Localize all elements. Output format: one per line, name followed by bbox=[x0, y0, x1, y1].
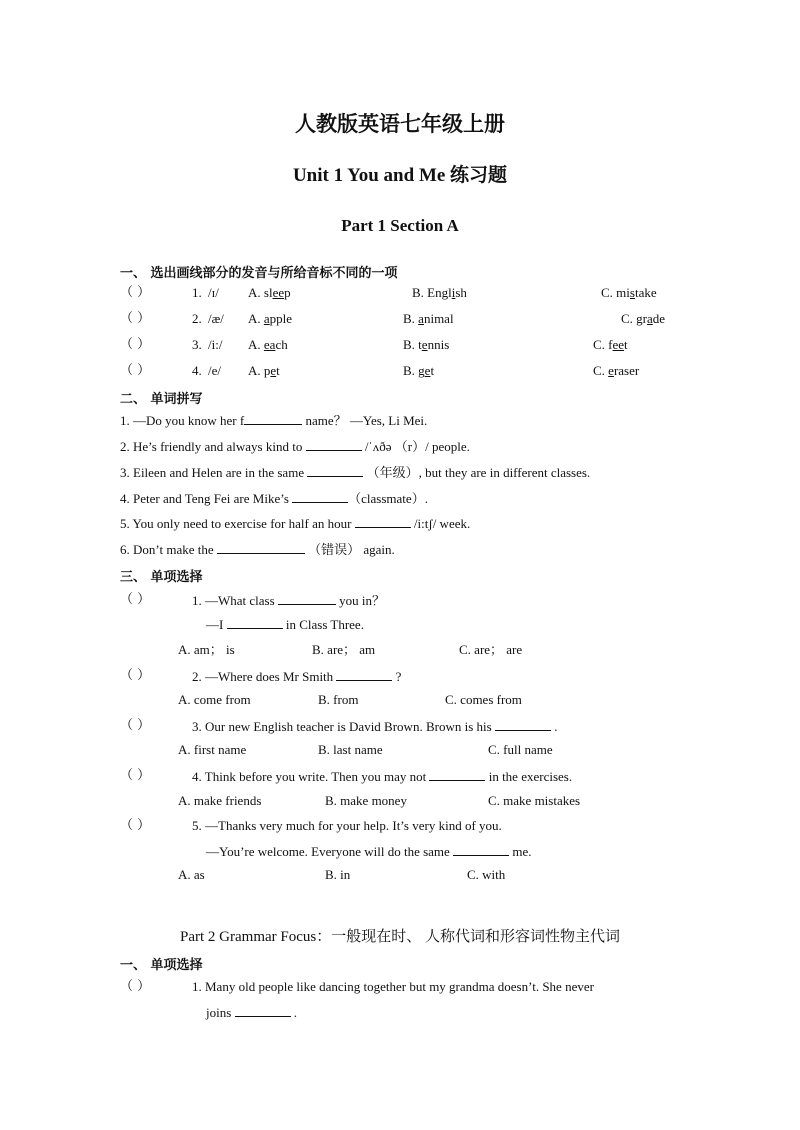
spelling-item: 4. Peter and Teng Fei are Mike’s （classmate）. bbox=[120, 491, 428, 506]
option-b: B. get bbox=[403, 363, 435, 378]
option-b: B. make money bbox=[325, 793, 407, 808]
option-a: A. as bbox=[178, 867, 205, 882]
option-b: B. tennis bbox=[403, 337, 450, 352]
answer-blank[interactable] bbox=[453, 843, 509, 856]
answer-blank[interactable] bbox=[336, 668, 392, 681]
answer-blank[interactable] bbox=[235, 1004, 291, 1017]
answer-paren[interactable]: （ ） bbox=[120, 285, 151, 300]
question-text: 1. Many old people like dancing together but my grandma doesn’t. She never bbox=[192, 979, 594, 994]
option-b: B. in bbox=[325, 867, 351, 882]
answer-paren[interactable]: （ ） bbox=[120, 718, 151, 733]
phonetic-symbol: /ɪ/ bbox=[208, 285, 219, 300]
option-c: C. mistake bbox=[601, 285, 657, 300]
spelling-item: 3. Eileen and Helen are in the same （年级）, but they are in different classes. bbox=[120, 465, 591, 480]
option-b: B. are； am bbox=[312, 642, 376, 657]
option-a: A. come from bbox=[178, 692, 251, 707]
answer-paren[interactable]: （ ） bbox=[120, 668, 151, 683]
option-b: B. last name bbox=[318, 742, 383, 757]
question-text: 4. Think before you write. Then you may not in the exercises. bbox=[192, 769, 573, 784]
option-a: A. first name bbox=[178, 742, 247, 757]
option-a: A. each bbox=[248, 337, 288, 352]
option-a: A. sleep bbox=[248, 285, 291, 300]
phonetic-symbol: /i:/ bbox=[208, 337, 223, 352]
option-b: B. from bbox=[318, 692, 359, 707]
part2-section1-heading: 一、 单项选择 bbox=[120, 958, 203, 973]
option-a: A. make friends bbox=[178, 793, 262, 808]
part2-heading: Part 2 Grammar Focus：一般现在时、 人称代词和形容词性物主代词 bbox=[180, 929, 620, 945]
option-a: A. apple bbox=[248, 311, 293, 326]
question-text: —You’re welcome. Everyone will do the same me. bbox=[206, 844, 532, 859]
answer-blank[interactable] bbox=[244, 412, 302, 425]
option-c: C. are； are bbox=[459, 642, 523, 657]
section2-heading: 二、 单词拼写 bbox=[120, 392, 203, 407]
spelling-item: 6. Don’t make the （错误） again. bbox=[120, 542, 395, 557]
section1-heading: 一、 选出画线部分的发音与所给音标不同的一项 bbox=[120, 266, 398, 281]
part1-heading: Part 1 Section A bbox=[341, 216, 459, 235]
question-text: 5. —Thanks very much for your help. It’s very kind of you. bbox=[192, 818, 502, 833]
option-c: C. grade bbox=[621, 311, 666, 326]
answer-paren[interactable]: （ ） bbox=[120, 311, 151, 326]
answer-blank[interactable] bbox=[355, 515, 411, 528]
answer-blank[interactable] bbox=[429, 768, 485, 781]
option-a: A. am； is bbox=[178, 642, 235, 657]
answer-blank[interactable] bbox=[495, 718, 551, 731]
question-number: 1. bbox=[192, 285, 202, 300]
answer-blank[interactable] bbox=[292, 490, 348, 503]
answer-blank[interactable] bbox=[217, 541, 305, 554]
question-number: 3. bbox=[192, 337, 202, 352]
answer-paren[interactable]: （ ） bbox=[120, 363, 151, 378]
option-c: C. feet bbox=[593, 337, 628, 352]
page-title: 人教版英语七年级上册 bbox=[295, 111, 505, 136]
spelling-item: 1. —Do you know her f name？ —Yes, Li Mei. bbox=[120, 413, 428, 428]
question-text: joins . bbox=[206, 1005, 298, 1020]
answer-paren[interactable]: （ ） bbox=[120, 592, 151, 607]
question-text: —I in Class Three. bbox=[206, 617, 364, 632]
spelling-item: 2. He’s friendly and always kind to /ˈʌðə （r）/ people. bbox=[120, 439, 470, 454]
answer-blank[interactable] bbox=[278, 592, 336, 605]
question-text: 1. —What class you in？ bbox=[192, 593, 386, 608]
answer-paren[interactable]: （ ） bbox=[120, 818, 151, 833]
answer-paren[interactable]: （ ） bbox=[120, 768, 151, 783]
answer-paren[interactable]: （ ） bbox=[120, 979, 151, 994]
question-number: 4. bbox=[192, 363, 202, 378]
option-c: C. with bbox=[467, 867, 506, 882]
option-c: C. eraser bbox=[593, 363, 640, 378]
answer-blank[interactable] bbox=[306, 438, 362, 451]
answer-blank[interactable] bbox=[227, 616, 283, 629]
option-b: B. English bbox=[412, 285, 467, 300]
option-c: C. make mistakes bbox=[488, 793, 581, 808]
phonetic-symbol: /e/ bbox=[208, 363, 221, 378]
question-number: 2. bbox=[192, 311, 202, 326]
spelling-item: 5. You only need to exercise for half an hour /i:tʃ/ week. bbox=[120, 516, 471, 531]
answer-paren[interactable]: （ ） bbox=[120, 337, 151, 352]
option-a: A. pet bbox=[248, 363, 280, 378]
question-text: 3. Our new English teacher is David Brown. Brown is his . bbox=[192, 719, 558, 734]
question-text: 2. —Where does Mr Smith ? bbox=[192, 669, 402, 684]
unit-title: Unit 1 You and Me 练习题 bbox=[292, 165, 508, 186]
section3-heading: 三、 单项选择 bbox=[120, 570, 203, 585]
option-c: C. full name bbox=[488, 742, 553, 757]
answer-blank[interactable] bbox=[307, 464, 363, 477]
option-c: C. comes from bbox=[445, 692, 522, 707]
phonetic-symbol: /æ/ bbox=[208, 311, 224, 326]
option-b: B. animal bbox=[403, 311, 454, 326]
